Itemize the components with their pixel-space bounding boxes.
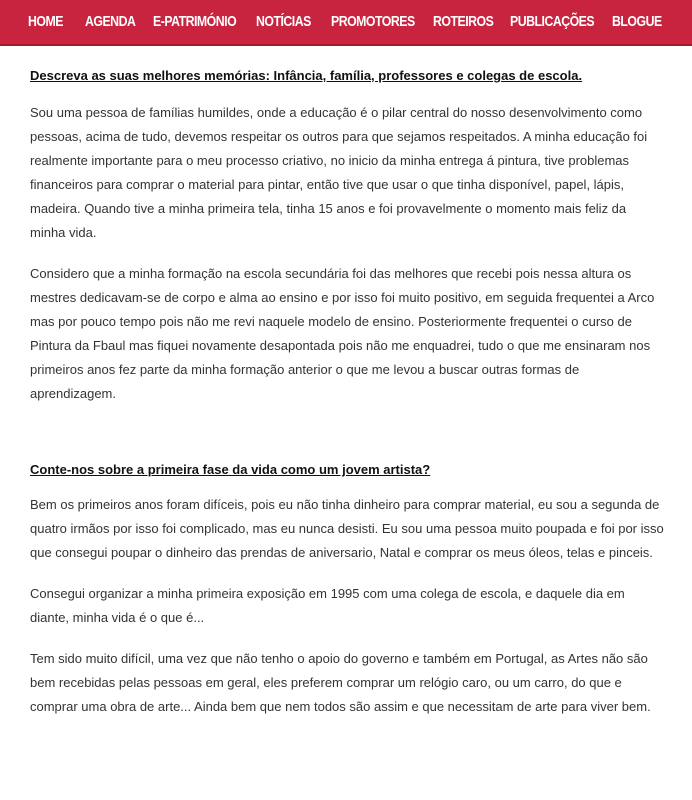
question-heading: Conte-nos sobre a primeira fase da vida como um jovem artista? [30,462,431,477]
answer-paragraph: Considero que a minha formação na escola secundária foi das melhores que recebi pois nessa altura os mestres dedicavam-se de corpo e alma ao ensino e por isso foi muito positivo, em seguida frequentei a Arco mas por pouco tempo pois não me revi naquele modelo de ensino. Posteriormente frequentei o curso de Pintura da Fbaul mas fiquei novamente desapontada pois não me enquadrei, tudo o que me ensinaram nos primeiros anos fez parte da minha formação anterior o que me levou a buscar outras formas de aprendizagem. [30,266,655,401]
article-content [0,68,692,719]
nav-item-e-patrimonio[interactable]: E-PATRIMÓNIO [153,13,237,30]
answer-paragraph: Sou uma pessoa de famílias humildes, onde a educação é o pilar central do nosso desenvolvimento como pessoas, acima de tudo, devemos respeitar os outros para que sejamos respeitados. A minha educação foi realmente importante para o meu processo criativo, no inicio da minha entrega á pintura, tive problemas financeiros para comprar o material para pintar, então tive que usar o que tinha disponível, papel, lápis, madeira. Quando tive a minha primeira tela, tinha 15 anos e foi provavelmente o momento mais feliz da minha vida. [30,105,648,240]
nav-item-blogue[interactable]: BLOGUE [612,13,662,30]
nav-item-home[interactable]: HOME [28,13,63,30]
question-heading: Descreva as suas melhores memórias: Infância, família, professores e colegas de escola. [30,68,583,83]
answer-paragraph: Consegui organizar a minha primeira exposição em 1995 com uma colega de escola, e daquele dia em diante, minha vida é o que é... [30,586,625,625]
nav-item-publicacoes[interactable]: PUBLICAÇÕES [510,13,595,30]
answer-paragraph: Tem sido muito difícil, uma vez que não tenho o apoio do governo e também em Portugal, as Artes não são bem recebidas pelas pessoas em geral, eles preferem comprar um relógio caro, ou um carro, do que e comprar uma obra de arte... Ainda bem que nem todos são assim e que necessitam de arte para viver bem. [30,651,651,714]
answer-paragraph: Bem os primeiros anos foram difíceis, pois eu não tinha dinheiro para comprar material, eu sou a segunda de quatro irmãos por isso foi complicado, mas eu nunca desisti. Eu sou uma pessoa muito poupada e foi por isso que consegui poupar o dinheiro das prendas de aniversario, Natal e comprar os meus óleos, telas e pinceis. [30,497,664,560]
nav-item-roteiros[interactable]: ROTEIROS [433,13,494,30]
nav-item-promotores[interactable]: PROMOTORES [331,13,415,30]
nav-item-agenda[interactable]: AGENDA [85,13,136,30]
nav-items [28,13,682,31]
nav-item-noticias[interactable]: NOTÍCIAS [256,13,311,30]
main-nav [0,0,692,46]
